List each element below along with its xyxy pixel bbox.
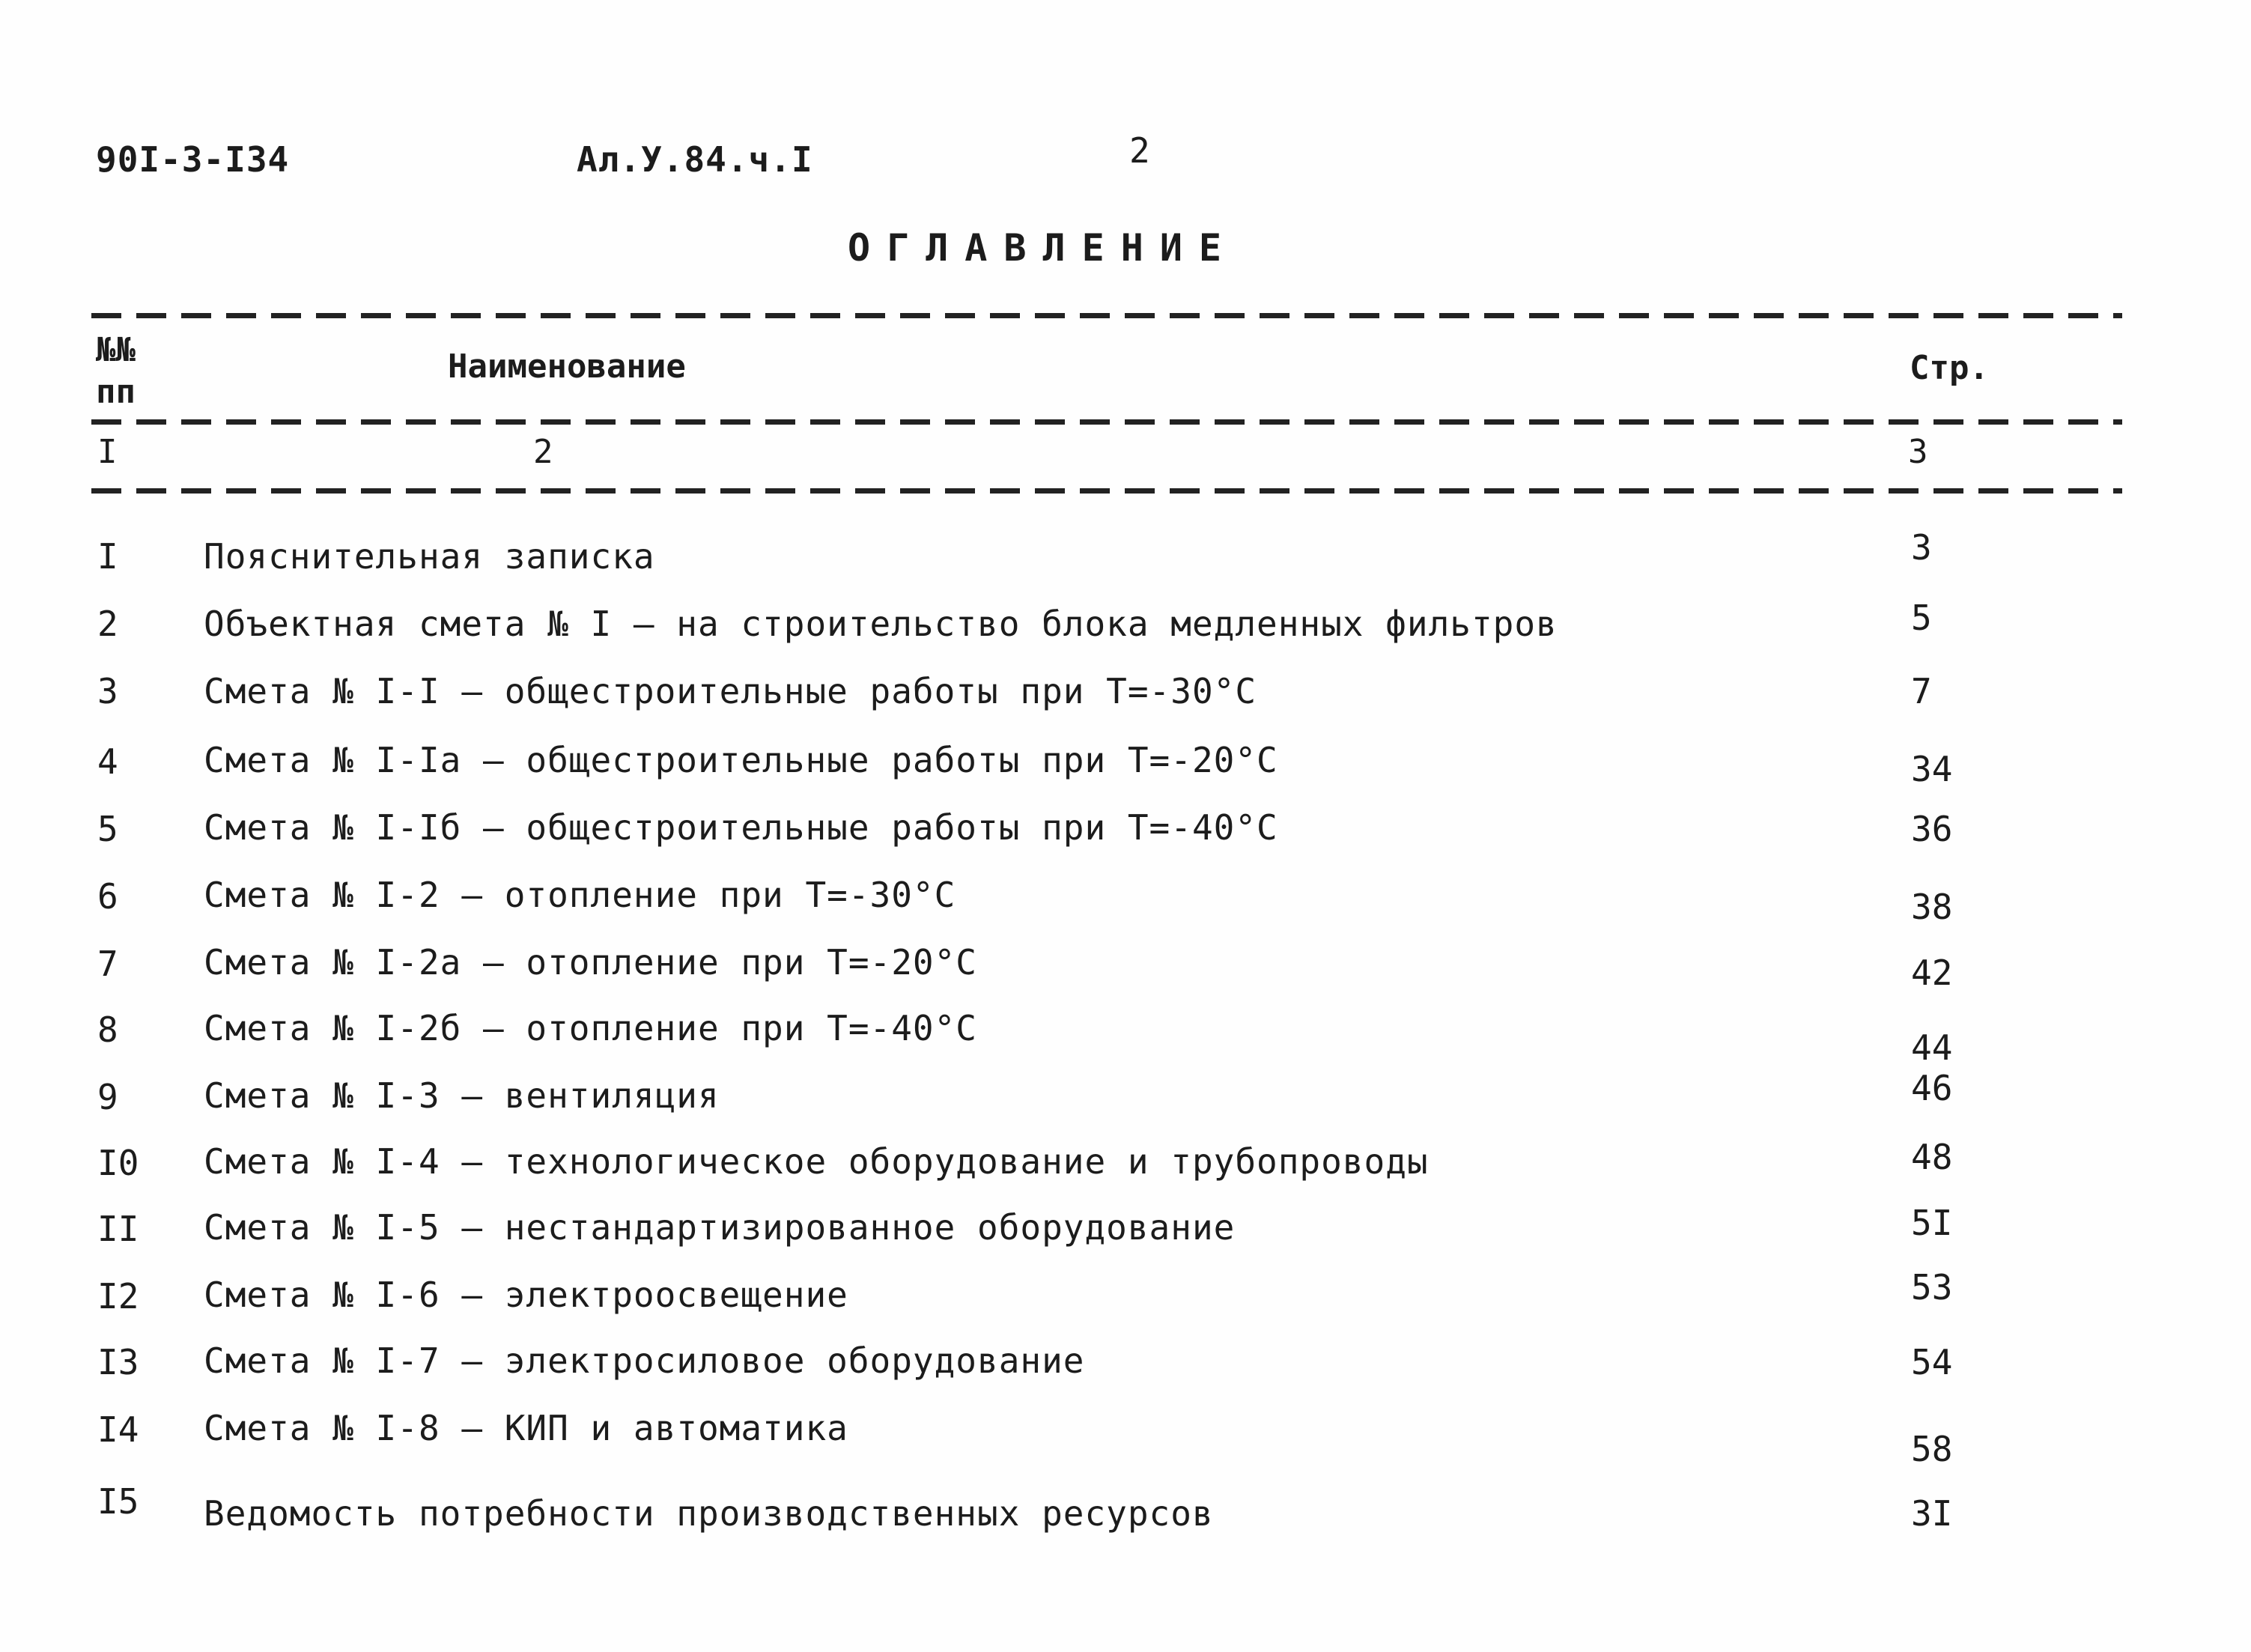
toc-row-page: 54: [1911, 1342, 1953, 1382]
toc-row-page: 36: [1911, 809, 1953, 849]
toc-row-page: 3I: [1911, 1493, 1953, 1534]
toc-row-page: 53: [1911, 1267, 1953, 1308]
toc-row-title: Смета № I-2а – отопление при Т=-20°С: [204, 942, 977, 983]
toc-row-title: Смета № I-I – общестроительные работы при Т=-30°С: [204, 671, 1257, 711]
toc-row-number: 2: [97, 604, 118, 644]
column-header-page: Стр.: [1910, 349, 1989, 387]
toc-row-number: 9: [97, 1077, 118, 1117]
toc-row-number: 6: [97, 876, 118, 917]
toc-row-page: 34: [1911, 749, 1953, 789]
column-number-2: 2: [533, 433, 553, 471]
toc-row-title: Смета № I-6 – электроосвещение: [204, 1275, 848, 1315]
toc-row-number: I4: [97, 1409, 139, 1450]
column-header-number: №№ пп: [96, 331, 136, 411]
toc-row-number: 4: [97, 741, 118, 782]
toc-row-title: Объектная смета № I – на строительство блока медленных фильтров: [204, 604, 1558, 644]
document-code: 90I-3-I34: [96, 139, 290, 180]
toc-row-title: Смета № I-2б – отопление при Т=-40°С: [204, 1008, 977, 1048]
toc-row-number: I5: [97, 1481, 139, 1522]
toc-row-number: 3: [97, 671, 118, 711]
toc-row-page: 44: [1911, 1027, 1953, 1068]
toc-row-number: I0: [97, 1143, 139, 1183]
toc-row-page: 42: [1911, 953, 1953, 993]
toc-row-page: 48: [1911, 1137, 1953, 1177]
toc-row-number: I2: [97, 1276, 139, 1317]
column-number-3: 3: [1908, 433, 1928, 471]
toc-row-number: 5: [97, 809, 118, 849]
toc-row-title: Смета № I-Iб – общестроительные работы при Т=-40°С: [204, 807, 1278, 848]
column-number-1: I: [97, 433, 118, 471]
toc-row-title: Смета № I-7 – электросиловое оборудование: [204, 1340, 1085, 1381]
page-number: 2: [1129, 130, 1151, 171]
album-reference: Ал.У.84.ч.I: [577, 139, 813, 180]
toc-row-title: Смета № I-Iа – общестроительные работы при Т=-20°С: [204, 740, 1278, 780]
toc-row-page: 7: [1911, 671, 1932, 711]
toc-row-title: Смета № I-3 – вентиляция: [204, 1075, 720, 1116]
toc-row-title: Смета № I-5 – нестандартизированное оборудование: [204, 1207, 1236, 1248]
toc-row-title: Пояснительная записка: [204, 536, 655, 577]
toc-row-title: Смета № I-4 – технологическое оборудование и трубопроводы: [204, 1141, 1429, 1182]
toc-row-page: 5: [1911, 598, 1932, 638]
toc-row-title: Смета № I-2 – отопление при Т=-30°С: [204, 875, 956, 915]
toc-row-title: Смета № I-8 – КИП и автоматика: [204, 1408, 848, 1448]
toc-row-page: 3: [1911, 527, 1932, 568]
toc-row-number: 8: [97, 1009, 118, 1050]
column-header-name: Наименование: [448, 347, 686, 386]
toc-row-number: I: [97, 536, 118, 577]
document-title: ОГЛАВЛЕНИЕ: [848, 226, 1239, 270]
toc-row-number: II: [97, 1209, 139, 1249]
toc-row-page: 38: [1911, 887, 1953, 927]
toc-row-number: 7: [97, 944, 118, 984]
toc-row-title: Ведомость потребности производственных ресурсов: [204, 1493, 1214, 1534]
toc-row-page: 5I: [1911, 1203, 1953, 1243]
toc-row-page: 46: [1911, 1068, 1953, 1108]
toc-row-page: 58: [1911, 1429, 1953, 1469]
toc-row-number: I3: [97, 1342, 139, 1382]
